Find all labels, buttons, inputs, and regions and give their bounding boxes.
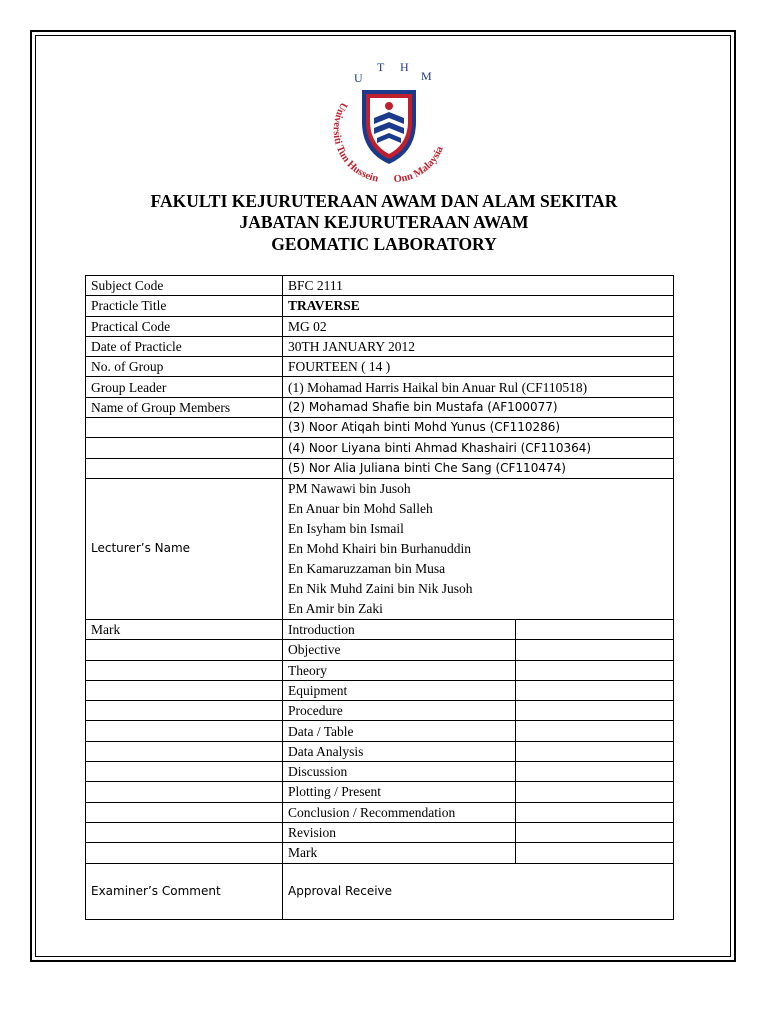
empty-cell bbox=[86, 660, 283, 680]
table-row bbox=[86, 316, 674, 336]
table-row bbox=[86, 802, 674, 822]
group-member: (3) Noor Atiqah binti Mohd Yunus (CF110286) bbox=[283, 418, 674, 438]
empty-cell bbox=[86, 843, 283, 863]
svg-text:H: H bbox=[400, 60, 409, 74]
empty-cell bbox=[86, 782, 283, 802]
mark-score-cell bbox=[516, 660, 674, 680]
empty-cell bbox=[86, 762, 283, 782]
group-member: (5) Nor Alia Juliana binti Che Sang (CF110474) bbox=[283, 458, 674, 478]
table-row bbox=[86, 640, 674, 660]
faculty-title: FAKULTI KEJURUTERAAN AWAM DAN ALAM SEKITAR bbox=[150, 191, 618, 211]
empty-cell bbox=[86, 418, 283, 438]
department-title: JABATAN KEJURUTERAAN AWAM bbox=[239, 212, 529, 232]
table-row bbox=[86, 336, 674, 356]
empty-cell bbox=[86, 721, 283, 741]
practical-code-value: MG 02 bbox=[283, 316, 674, 336]
table-row bbox=[86, 478, 674, 619]
lecturer-name: En Isyham bin Ismail bbox=[288, 520, 404, 536]
table-row bbox=[86, 296, 674, 316]
table-row bbox=[86, 438, 674, 458]
empty-cell bbox=[86, 701, 283, 721]
empty-cell bbox=[86, 640, 283, 660]
lecturer-name: En Kamaruzzaman bin Musa bbox=[288, 560, 446, 576]
table-row bbox=[86, 822, 674, 842]
lecturer-list bbox=[283, 478, 674, 619]
table-row bbox=[86, 721, 674, 741]
mark-item: Discussion bbox=[283, 762, 516, 782]
table-row bbox=[86, 741, 674, 761]
table-row bbox=[86, 680, 674, 700]
group-member: (2) Mohamad Shafie bin Mustafa (AF100077) bbox=[283, 397, 674, 417]
svg-text:Universiti Tun Hussein: Universiti Tun Hussein bbox=[330, 100, 380, 185]
mark-item: Procedure bbox=[283, 701, 516, 721]
mark-item: Data / Table bbox=[283, 721, 516, 741]
mark-score-cell bbox=[516, 640, 674, 660]
empty-cell bbox=[86, 741, 283, 761]
table-row bbox=[86, 660, 674, 680]
svg-text:M: M bbox=[421, 69, 432, 83]
mark-item: Introduction bbox=[283, 619, 516, 639]
empty-cell bbox=[86, 458, 283, 478]
empty-cell bbox=[86, 802, 283, 822]
date-value: 30TH JANUARY 2012 bbox=[283, 336, 674, 356]
table-row bbox=[86, 619, 674, 639]
group-no-value: FOURTEEN ( 14 ) bbox=[283, 357, 674, 377]
group-leader-value: (1) Mohamad Harris Haikal bin Anuar Rul (CF110518) bbox=[283, 377, 674, 397]
mark-item: Conclusion / Recommendation bbox=[283, 802, 516, 822]
mark-score-cell bbox=[516, 721, 674, 741]
lecturer-name: En Mohd Khairi bin Burhanuddin bbox=[288, 540, 471, 556]
group-no-label: No. of Group bbox=[86, 357, 283, 377]
lecturer-name: En Nik Muhd Zaini bin Nik Jusoh bbox=[288, 580, 473, 596]
table-row bbox=[86, 843, 674, 863]
table-row bbox=[86, 418, 674, 438]
mark-score-cell bbox=[516, 822, 674, 842]
lecturer-name: PM Nawawi bin Jusoh bbox=[288, 480, 411, 496]
report-cover-table bbox=[85, 275, 674, 920]
mark-score-cell bbox=[516, 843, 674, 863]
uthm-logo bbox=[322, 60, 456, 190]
mark-score-cell bbox=[516, 762, 674, 782]
empty-cell bbox=[86, 822, 283, 842]
table-row bbox=[86, 458, 674, 478]
practical-code-label: Practical Code bbox=[86, 316, 283, 336]
mark-item: Data Analysis bbox=[283, 741, 516, 761]
lecturer-name: En Amir bin Zaki bbox=[288, 600, 383, 616]
table-row bbox=[86, 377, 674, 397]
examiner-comment-value: Approval Receive bbox=[283, 863, 674, 919]
mark-score-cell bbox=[516, 741, 674, 761]
subject-code-value: BFC 2111 bbox=[283, 276, 674, 296]
table-row bbox=[86, 357, 674, 377]
mark-score-cell bbox=[516, 680, 674, 700]
mark-item: Mark bbox=[283, 843, 516, 863]
title-label: Practicle Title bbox=[86, 296, 283, 316]
group-leader-label: Group Leader bbox=[86, 377, 283, 397]
mark-score-cell bbox=[516, 701, 674, 721]
empty-cell bbox=[86, 680, 283, 700]
mark-score-cell bbox=[516, 619, 674, 639]
mark-item: Theory bbox=[283, 660, 516, 680]
group-members-label: Name of Group Members bbox=[86, 397, 283, 417]
table-row bbox=[86, 782, 674, 802]
mark-label: Mark bbox=[86, 619, 283, 639]
mark-score-cell bbox=[516, 782, 674, 802]
svg-text:T: T bbox=[377, 60, 385, 74]
mark-item: Equipment bbox=[283, 680, 516, 700]
title-value: TRAVERSE bbox=[283, 296, 674, 316]
date-label: Date of Practicle bbox=[86, 336, 283, 356]
examiner-comment-label: Examiner’s Comment bbox=[86, 863, 283, 919]
lab-title: GEOMATIC LABORATORY bbox=[271, 234, 497, 254]
mark-item: Revision bbox=[283, 822, 516, 842]
lecturer-name: En Anuar bin Mohd Salleh bbox=[288, 500, 433, 516]
table-row bbox=[86, 397, 674, 417]
empty-cell bbox=[86, 438, 283, 458]
mark-item: Plotting / Present bbox=[283, 782, 516, 802]
mark-item: Objective bbox=[283, 640, 516, 660]
lecturer-label: Lecturer’s Name bbox=[86, 478, 283, 619]
group-member: (4) Noor Liyana binti Ahmad Khashairi (CF110364) bbox=[283, 438, 674, 458]
table-row bbox=[86, 276, 674, 296]
svg-text:Onn Malaysia: Onn Malaysia bbox=[393, 144, 446, 186]
table-row bbox=[86, 701, 674, 721]
subject-code-label: Subject Code bbox=[86, 276, 283, 296]
svg-text:U: U bbox=[354, 71, 363, 85]
table-row bbox=[86, 762, 674, 782]
mark-score-cell bbox=[516, 802, 674, 822]
table-row bbox=[86, 863, 674, 919]
